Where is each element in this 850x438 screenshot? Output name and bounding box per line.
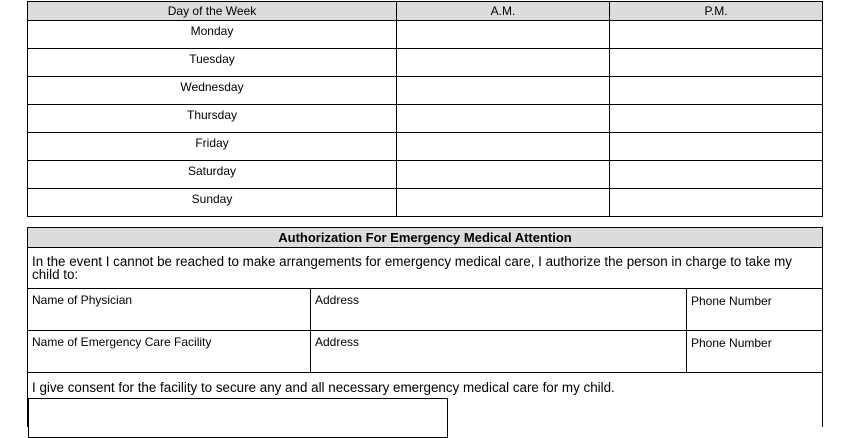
pm-field-sunday[interactable] — [610, 189, 822, 216]
physician-phone-label: Phone Number — [691, 294, 772, 308]
schedule-row-monday — [28, 20, 822, 48]
section-title: Authorization For Emergency Medical Attention — [28, 228, 822, 248]
day-label: Saturday — [28, 161, 397, 188]
physician-phone-field[interactable] — [687, 289, 822, 330]
pm-field-friday[interactable] — [610, 133, 822, 160]
schedule-row-wednesday — [28, 76, 822, 104]
am-field-thursday[interactable] — [397, 105, 610, 132]
day-label: Monday — [28, 21, 397, 48]
facility-name-field[interactable] — [28, 331, 311, 372]
pm-field-thursday[interactable] — [610, 105, 822, 132]
am-field-monday[interactable] — [397, 21, 610, 48]
am-field-wednesday[interactable] — [397, 77, 610, 104]
facility-name-label: Name of Emergency Care Facility — [32, 335, 212, 349]
pm-field-saturday[interactable] — [610, 161, 822, 188]
facility-row — [28, 331, 822, 373]
consent-text: I give consent for the facility to secure any and all necessary emergency medical care for my child. — [32, 380, 615, 395]
pm-field-tuesday[interactable] — [610, 49, 822, 76]
am-field-tuesday[interactable] — [397, 49, 610, 76]
schedule-row-thursday — [28, 104, 822, 132]
signature-field[interactable] — [28, 398, 448, 438]
day-label: Sunday — [28, 189, 397, 216]
day-label: Thursday — [28, 105, 397, 132]
facility-phone-label: Phone Number — [691, 336, 772, 350]
physician-address-label: Address — [315, 293, 360, 307]
am-field-friday[interactable] — [397, 133, 610, 160]
schedule-table — [27, 1, 823, 217]
day-label: Friday — [28, 133, 397, 160]
physician-address-field[interactable] — [311, 289, 687, 330]
am-header: A.M. — [397, 2, 610, 20]
day-of-week-header: Day of the Week — [28, 2, 397, 20]
day-label: Wednesday — [28, 77, 397, 104]
day-label: Tuesday — [28, 49, 397, 76]
emergency-authorization-section — [27, 227, 823, 427]
pm-field-wednesday[interactable] — [610, 77, 822, 104]
am-field-sunday[interactable] — [397, 189, 610, 216]
schedule-row-tuesday — [28, 48, 822, 76]
schedule-header-row — [28, 2, 822, 20]
schedule-row-friday — [28, 132, 822, 160]
am-field-saturday[interactable] — [397, 161, 610, 188]
pm-header: P.M. — [704, 4, 728, 18]
facility-phone-field[interactable] — [687, 331, 822, 372]
facility-address-label: Address — [315, 335, 360, 349]
authorization-intro-text: In the event I cannot be reached to make arrangements for emergency medical care, I authorize the person in charge to take my child to: — [28, 248, 822, 289]
physician-name-label: Name of Physician — [32, 293, 133, 307]
schedule-row-sunday — [28, 188, 822, 216]
physician-row — [28, 289, 822, 331]
schedule-row-saturday — [28, 160, 822, 188]
facility-address-field[interactable] — [311, 331, 687, 372]
physician-name-field[interactable] — [28, 289, 311, 330]
pm-field-monday[interactable] — [610, 21, 822, 48]
